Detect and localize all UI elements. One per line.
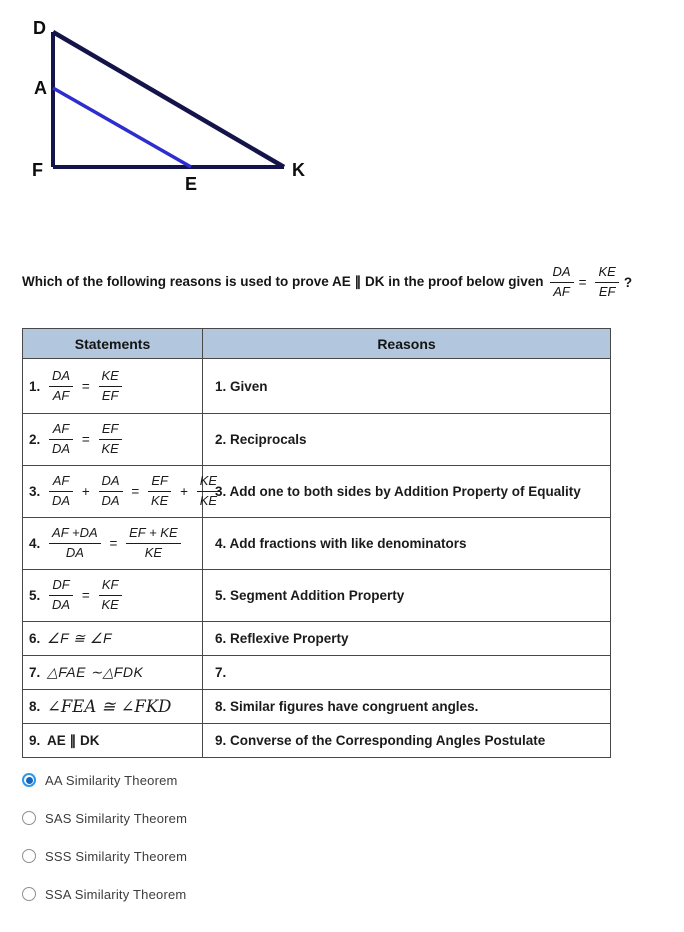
- plus-sign: +: [81, 484, 90, 499]
- fraction-numerator: EF: [148, 473, 171, 492]
- statement-number: 7.: [29, 665, 41, 680]
- header-row: [23, 329, 611, 359]
- fraction-denominator: AF: [52, 387, 70, 403]
- radio-button[interactable]: [22, 773, 36, 787]
- fraction: [99, 368, 122, 405]
- statement-number: 2.: [29, 432, 41, 447]
- plus-sign: +: [180, 484, 188, 499]
- statement-math: ∠F ≅ ∠F: [47, 630, 112, 646]
- fraction: [99, 421, 122, 458]
- fraction: [99, 473, 123, 510]
- fraction-numerator: DF: [49, 577, 73, 596]
- table-row: [23, 359, 611, 414]
- option-sas-similarity[interactable]: [22, 808, 187, 828]
- vertex-label-E: E: [185, 174, 198, 194]
- reason-cell: 6. Reflexive Property: [203, 622, 611, 656]
- fraction-numerator: DA: [550, 264, 574, 283]
- fraction-denominator: DA: [101, 493, 120, 508]
- reasons-header: Reasons: [203, 329, 611, 359]
- answer-options: [22, 770, 187, 922]
- radio-button[interactable]: [22, 811, 36, 825]
- statement-cell: [23, 622, 203, 656]
- statement-number: 9.: [29, 733, 41, 749]
- reason-cell: 8. Similar figures have congruent angles.: [203, 690, 611, 724]
- fraction-numerator: EF: [99, 421, 122, 440]
- fraction: [49, 421, 73, 458]
- statement-cell: [23, 724, 203, 758]
- question-prefix: Which of the following reasons is used to prove AE ∥ DK in the proof below given: [22, 274, 544, 290]
- table-row: [23, 690, 611, 724]
- option-ssa-similarity[interactable]: [22, 884, 187, 904]
- vertex-label-D: D: [33, 18, 46, 38]
- equals-sign: =: [131, 484, 140, 499]
- equals-sign: =: [81, 378, 90, 394]
- radio-dot: [26, 853, 33, 860]
- radio-button[interactable]: [22, 887, 36, 901]
- table-row: [23, 518, 611, 570]
- option-label[interactable]: SSA Similarity Theorem: [45, 886, 187, 902]
- table-row: [23, 656, 611, 690]
- statement-math: AE ∥ DK: [47, 732, 100, 748]
- proof-table: [22, 328, 611, 758]
- fraction: [126, 525, 181, 562]
- option-aa-similarity[interactable]: [22, 770, 187, 790]
- radio-button[interactable]: [22, 849, 36, 863]
- reason-cell: 9. Converse of the Corresponding Angles Postulate: [203, 724, 611, 758]
- reason-cell: 1. Given: [203, 359, 611, 414]
- statement-cell: [23, 466, 218, 518]
- fraction-denominator: KE: [101, 597, 119, 612]
- statement-number: 4.: [29, 536, 41, 551]
- statement-cell: [23, 690, 203, 724]
- vertex-label-A: A: [34, 78, 47, 98]
- fraction-denominator: DA: [52, 441, 71, 456]
- table-row: [23, 724, 611, 758]
- table-row: [23, 466, 611, 518]
- fraction-denominator: KE: [199, 493, 218, 508]
- statement-cell: [23, 414, 203, 466]
- fraction-numerator: KE: [197, 473, 220, 492]
- statement-number: 3.: [29, 484, 41, 499]
- fraction-denominator: KE: [144, 545, 163, 560]
- statement-number: 1.: [29, 378, 41, 394]
- table-row: [23, 622, 611, 656]
- statement-math: △FAE ∼△FDK: [47, 664, 144, 680]
- fraction-numerator: EF + KE: [126, 525, 181, 544]
- reason-cell: 3. Add one to both sides by Addition Property of Equality: [203, 466, 611, 518]
- fraction-numerator: AF: [49, 421, 73, 440]
- fraction-numerator: KE: [99, 368, 122, 387]
- equals-sign: =: [109, 536, 118, 551]
- radio-dot: [26, 815, 33, 822]
- fraction-numerator: AF +DA: [49, 525, 101, 544]
- fraction: [49, 577, 73, 614]
- fraction-denominator: EF: [598, 283, 616, 299]
- vertex-label-K: K: [292, 160, 305, 180]
- fraction-numerator: DA: [99, 473, 123, 492]
- option-label[interactable]: SSS Similarity Theorem: [45, 848, 188, 864]
- triangle-diagram: [20, 8, 330, 204]
- statement-number: 8.: [29, 699, 41, 714]
- table-row: [23, 414, 611, 466]
- fraction: [99, 577, 122, 614]
- fraction: [49, 368, 73, 405]
- table-row: [23, 570, 611, 622]
- question-text: [22, 264, 672, 301]
- fraction-denominator: DA: [52, 597, 71, 612]
- fraction-numerator: AF: [49, 473, 73, 492]
- radio-dot: [26, 777, 33, 784]
- fraction: [49, 525, 101, 562]
- reason-cell: 2. Reciprocals: [203, 414, 611, 466]
- option-sss-similarity[interactable]: [22, 846, 187, 866]
- side-DK: [53, 32, 284, 167]
- statement-number: 6.: [29, 631, 41, 646]
- fraction-denominator: DA: [65, 545, 84, 560]
- question-mark: ?: [623, 274, 633, 290]
- statement-cell: [23, 359, 203, 414]
- question-fraction-1: [550, 264, 574, 301]
- fraction: [49, 473, 73, 510]
- fraction-denominator: AF: [553, 283, 570, 299]
- option-label[interactable]: SAS Similarity Theorem: [45, 810, 188, 826]
- fraction-numerator: KF: [99, 577, 122, 596]
- statement-cell: [23, 518, 203, 570]
- statements-header: Statements: [23, 329, 203, 359]
- reason-cell: 4. Add fractions with like denominators: [203, 518, 611, 570]
- fraction: [148, 473, 171, 510]
- question-fraction-2: [595, 264, 618, 301]
- statement-math: ∠FEA ≅ ∠FKD: [47, 697, 172, 716]
- reason-cell: 7.: [203, 656, 611, 690]
- vertex-label-F: F: [32, 160, 43, 180]
- equals-sign: =: [81, 588, 90, 603]
- fraction-denominator: KE: [101, 441, 119, 456]
- radio-dot: [26, 891, 33, 898]
- equals-sign: =: [578, 274, 587, 290]
- fraction-denominator: KE: [151, 493, 169, 508]
- statement-cell: [23, 570, 203, 622]
- reason-cell: 5. Segment Addition Property: [203, 570, 611, 622]
- fraction-numerator: DA: [49, 368, 73, 387]
- statement-cell: [23, 656, 203, 690]
- fraction-denominator: DA: [52, 493, 71, 508]
- statement-number: 5.: [29, 588, 41, 603]
- equals-sign: =: [81, 432, 90, 447]
- option-label[interactable]: AA Similarity Theorem: [45, 772, 178, 788]
- fraction-numerator: KE: [595, 264, 618, 283]
- fraction-denominator: EF: [101, 387, 119, 403]
